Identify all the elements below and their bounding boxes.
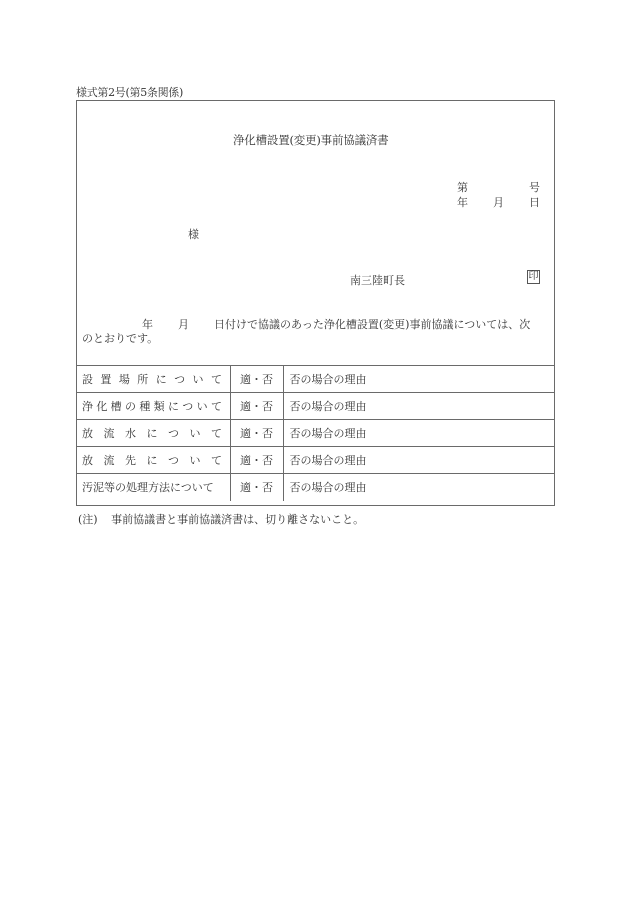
item-cell	[76, 366, 230, 393]
item-cell	[76, 420, 230, 447]
reason-cell: 否の場合の理由	[283, 366, 555, 393]
body-month: 月	[178, 318, 189, 331]
date-day: 日	[529, 196, 540, 209]
reason-cell: 否の場合の理由	[283, 447, 555, 474]
issuer-name: 南三陸町長	[350, 274, 405, 287]
number-suffix: 号	[529, 181, 540, 194]
table-row	[76, 393, 555, 420]
form-number-label: 様式第2号(第5条関係)	[76, 86, 183, 99]
seal-mark: 印	[528, 271, 539, 282]
footnote	[78, 511, 364, 527]
item-label-discharge-water: 放 流 水 に つ い て	[82, 427, 222, 440]
body-line1-text: 日付けで協議のあった浄化槽設置(変更)事前協議については、次	[214, 318, 531, 331]
table-row	[76, 366, 555, 393]
body-line2-text: のとおりです。	[82, 332, 159, 345]
table-row	[76, 420, 555, 447]
reason-cell: 否の場合の理由	[283, 474, 555, 501]
document-title: 浄化槽設置(変更)事前協議済書	[233, 133, 389, 147]
item-label-discharge-destination: 放 流 先 に つ い て	[82, 454, 222, 467]
item-label-sludge-treatment: 汚泥等の処理方法について	[82, 481, 214, 495]
result-cell: 適・否	[230, 420, 283, 447]
date-year: 年	[457, 196, 468, 209]
table-row	[76, 447, 555, 474]
result-cell: 適・否	[230, 474, 283, 501]
item-cell	[76, 393, 230, 420]
number-prefix: 第	[457, 181, 468, 194]
body-paragraph	[82, 318, 552, 346]
footnote-text: 事前協議書と事前協議済書は、切り離さないこと。	[111, 513, 365, 526]
review-table	[76, 365, 555, 501]
addressee-honorific: 様	[188, 228, 199, 241]
body-year: 年	[142, 318, 153, 331]
reason-cell: 否の場合の理由	[283, 420, 555, 447]
item-label-tank-type: 浄 化 槽 の 種 類 に つ い て	[82, 400, 222, 413]
result-cell: 適・否	[230, 447, 283, 474]
table-row	[76, 474, 555, 501]
reason-cell: 否の場合の理由	[283, 393, 555, 420]
item-cell	[76, 474, 230, 501]
item-cell	[76, 447, 230, 474]
footnote-prefix: (注)	[78, 513, 98, 526]
result-cell: 適・否	[230, 366, 283, 393]
date-month: 月	[493, 196, 504, 209]
item-label-installation-site: 設 置 場 所 に つ い て	[82, 373, 222, 386]
result-cell: 適・否	[230, 393, 283, 420]
